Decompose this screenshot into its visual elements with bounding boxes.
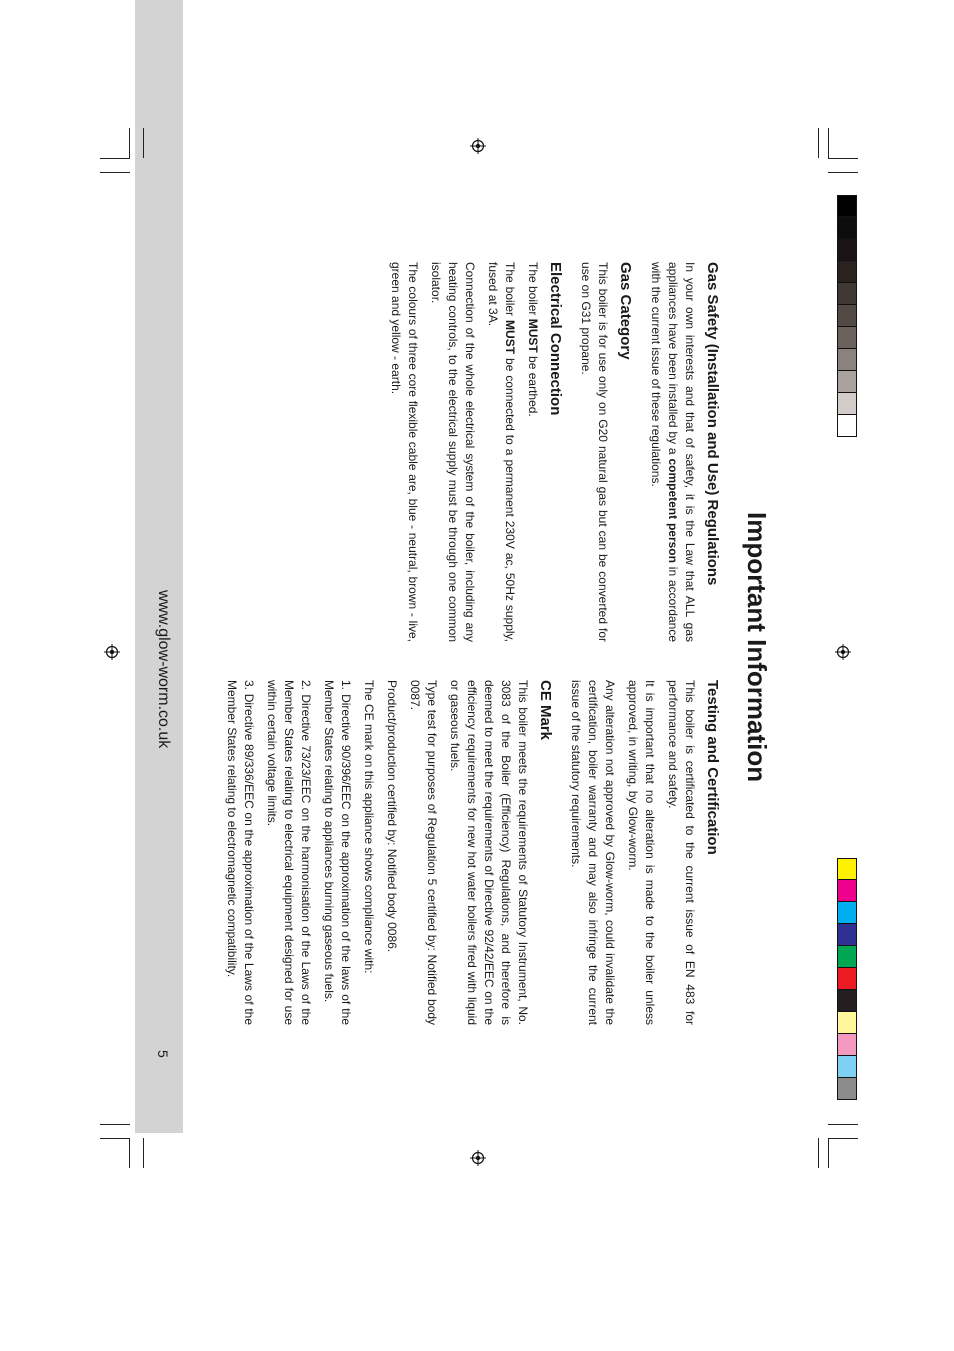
crop-mark: [100, 1124, 130, 1125]
body-paragraph: Type test for purposes of Regulation 5 certified by: Notified body 0087.: [408, 680, 439, 1025]
crop-mark: [100, 1138, 130, 1139]
grayscale-swatches: [837, 195, 857, 437]
crop-mark: [129, 128, 130, 158]
section-heading: Gas Category: [617, 262, 634, 360]
registration-mark-icon: [835, 644, 851, 660]
registration-mark-icon: [470, 1150, 486, 1166]
color-swatch: [837, 858, 857, 880]
color-swatch: [837, 349, 857, 371]
emphasis-text: MUST: [526, 318, 540, 353]
color-swatch: [837, 239, 857, 261]
color-swatch: [837, 1012, 857, 1034]
paragraph-text: The colours of three core flexible cable are, blue - neutral, brown - live, green and yellow - earth.: [389, 262, 420, 642]
body-paragraph: Product/production certified by: Notified body 0086.: [385, 680, 399, 953]
color-swatch: [837, 946, 857, 968]
body-paragraph: [647, 262, 698, 642]
emphasis-text: MUST: [503, 320, 517, 355]
crop-mark: [143, 128, 144, 158]
color-swatch: [837, 880, 857, 902]
section-heading: Gas Safety (Installation and Use) Regulations: [704, 262, 721, 586]
color-swatch: [837, 902, 857, 924]
side-strip: [135, 0, 183, 1133]
list-item: 1. Directive 90/396/EEC on the approximation of the laws of the Member States relating to appliances burning gaseous fuels.: [322, 680, 353, 1025]
body-paragraph: This boiler is certificated to the current issue of EN 483 for performance and safety.: [666, 680, 697, 1025]
color-swatch: [837, 327, 857, 349]
website-url: www.glow-worm.co.uk: [155, 590, 172, 749]
color-swatch: [837, 217, 857, 239]
right-column: [217, 680, 722, 1025]
color-swatch: [837, 305, 857, 327]
emphasis-text: competent person: [666, 458, 680, 563]
crop-mark: [828, 128, 829, 158]
list-item: 2. Directive 73/23/EEC on the harmonisation of the Laws of the Member States relating to electrical equipment designed for use within certain voltage limits.: [265, 680, 313, 1025]
color-swatch: [837, 195, 857, 217]
paragraph-text: The boiler: [526, 262, 540, 319]
color-swatch: [837, 283, 857, 305]
crop-mark: [828, 1138, 858, 1139]
paragraph-text: Connection of the whole electrical system of the boiler, including any heating controls, to the electrical supply must be through one common isolator.: [429, 262, 477, 642]
color-swatch: [837, 968, 857, 990]
crop-mark: [818, 128, 819, 158]
crop-mark: [818, 1138, 819, 1168]
body-paragraph: [577, 262, 611, 642]
paragraph-text: The boiler: [503, 262, 517, 321]
color-swatch: [837, 924, 857, 946]
body-paragraph: The CE mark on this appliance shows compliance with:: [362, 680, 376, 974]
color-swatches: [837, 858, 857, 1100]
list-item: 3. Directive 89/336/EEC on the approximation of the Laws of the Member States relating to electromagnetic compatibility.: [225, 680, 256, 1025]
crop-mark: [828, 172, 858, 173]
color-swatch: [837, 990, 857, 1012]
section-heading: Testing and Certification: [704, 680, 721, 855]
paragraph-text: be connected to a permanent 230V ac, 50Hz supply, fused at 3A.: [486, 262, 517, 642]
directive-list: [223, 680, 354, 1025]
body-paragraph: [427, 262, 478, 642]
registration-mark-icon: [470, 138, 486, 154]
crop-mark: [828, 1124, 858, 1125]
section-heading: Electrical Connection: [547, 262, 564, 416]
paragraph-text: be earthed.: [526, 352, 540, 417]
color-swatch: [837, 393, 857, 415]
color-swatch: [837, 1078, 857, 1100]
crop-mark: [143, 1138, 144, 1168]
left-column: [381, 262, 722, 642]
color-swatch: [837, 1034, 857, 1056]
crop-mark: [129, 1138, 130, 1168]
color-swatch: [837, 1056, 857, 1078]
paragraph-text: In your own interests and that of safety, it is the Law that ALL gas appliances have been installed by a: [666, 262, 697, 642]
paragraph-text: in accordance with the current issue of these regulations.: [649, 262, 680, 643]
crop-mark: [828, 1138, 829, 1168]
page-title: Important Information: [742, 512, 772, 783]
color-swatch: [837, 415, 857, 437]
body-paragraph: [387, 262, 421, 642]
body-paragraph: [484, 262, 518, 642]
page-number: 5: [155, 1050, 171, 1058]
crop-mark: [100, 172, 130, 173]
color-swatch: [837, 371, 857, 393]
paragraph-text: This boiler is for use only on G20 natural gas but can be converted for use on G31 propane.: [579, 262, 610, 642]
body-paragraph: [524, 262, 541, 642]
color-swatch: [837, 261, 857, 283]
crop-mark: [828, 158, 858, 159]
registration-mark-icon: [104, 644, 120, 660]
section-heading: CE Mark: [537, 680, 554, 741]
body-paragraph: Any alteration not approved by Glow-worm, could invalidate the certification, boiler warranty and may also infringe the current issue of the statutory requirements.: [569, 680, 617, 1025]
body-paragraph: This boiler meets the requirements of Statutory Instrument, No. 3083 of the Boiler (Efficiency) Regulations, and therefore is deemed to meet the requirements of Directive 92/42/EEC on the efficiency requirements for new hot water boilers fired with liquid or gaseous fuels.: [448, 680, 530, 1025]
crop-mark: [100, 158, 130, 159]
body-paragraph: It is important that no alteration is made to the boiler unless approved, in writing, by Glow-worm.: [626, 680, 657, 1025]
